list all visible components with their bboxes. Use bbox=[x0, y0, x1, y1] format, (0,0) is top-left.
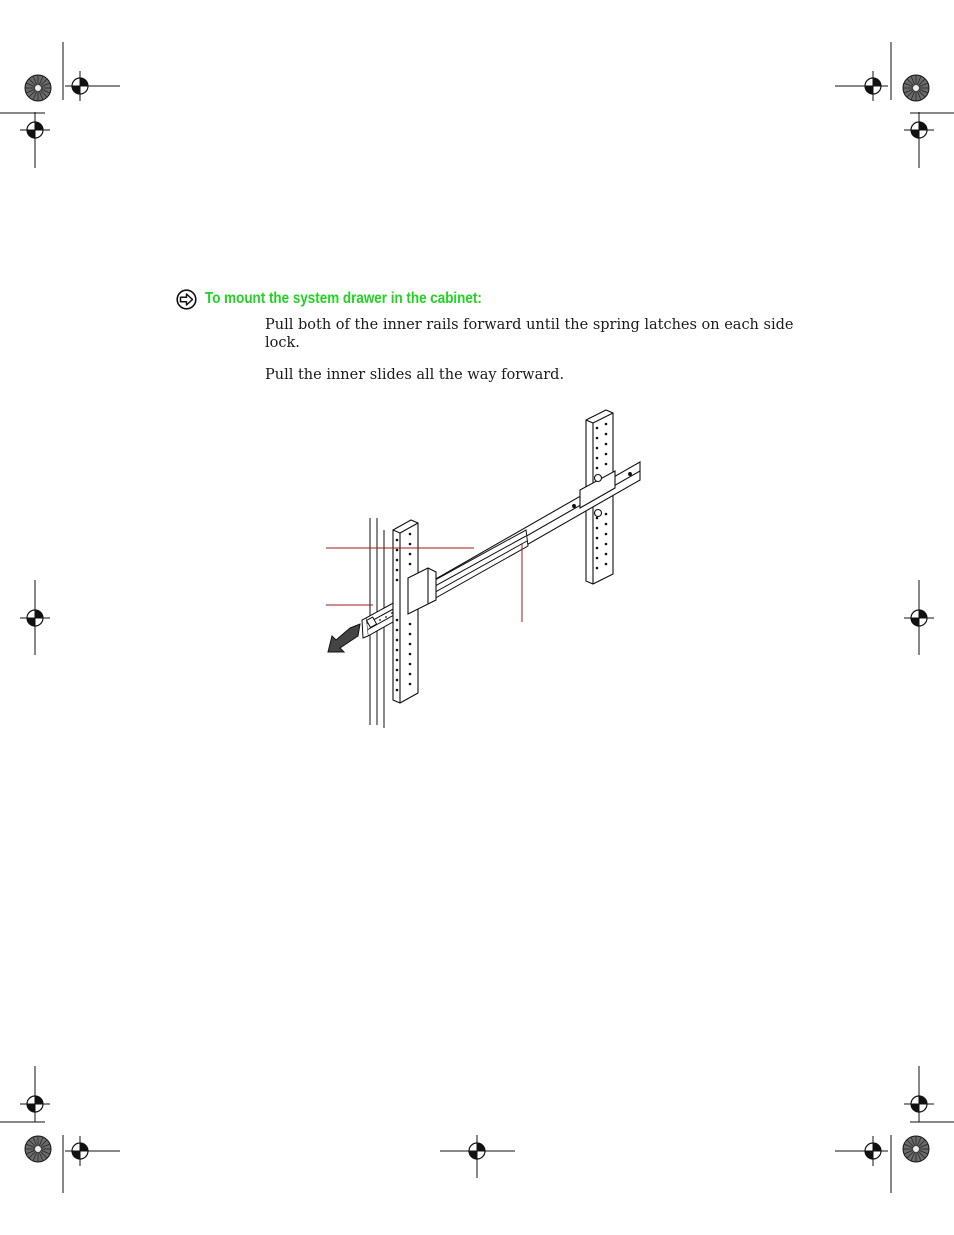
pull-direction-arrow bbox=[328, 624, 360, 652]
procedure-heading bbox=[176, 288, 535, 310]
step-1-text: Pull both of the inner rails forward until the spring latches on each side lock. bbox=[265, 317, 794, 351]
arrow-right-icon bbox=[176, 289, 197, 310]
front-rack-post bbox=[393, 520, 436, 703]
rail-illustration bbox=[300, 400, 660, 740]
procedure-title: To mount the system drawer in the cabinet: bbox=[205, 290, 482, 307]
inner-slide-rail bbox=[362, 530, 528, 638]
step-2-text: Pull the inner slides all the way forward. bbox=[265, 367, 565, 383]
